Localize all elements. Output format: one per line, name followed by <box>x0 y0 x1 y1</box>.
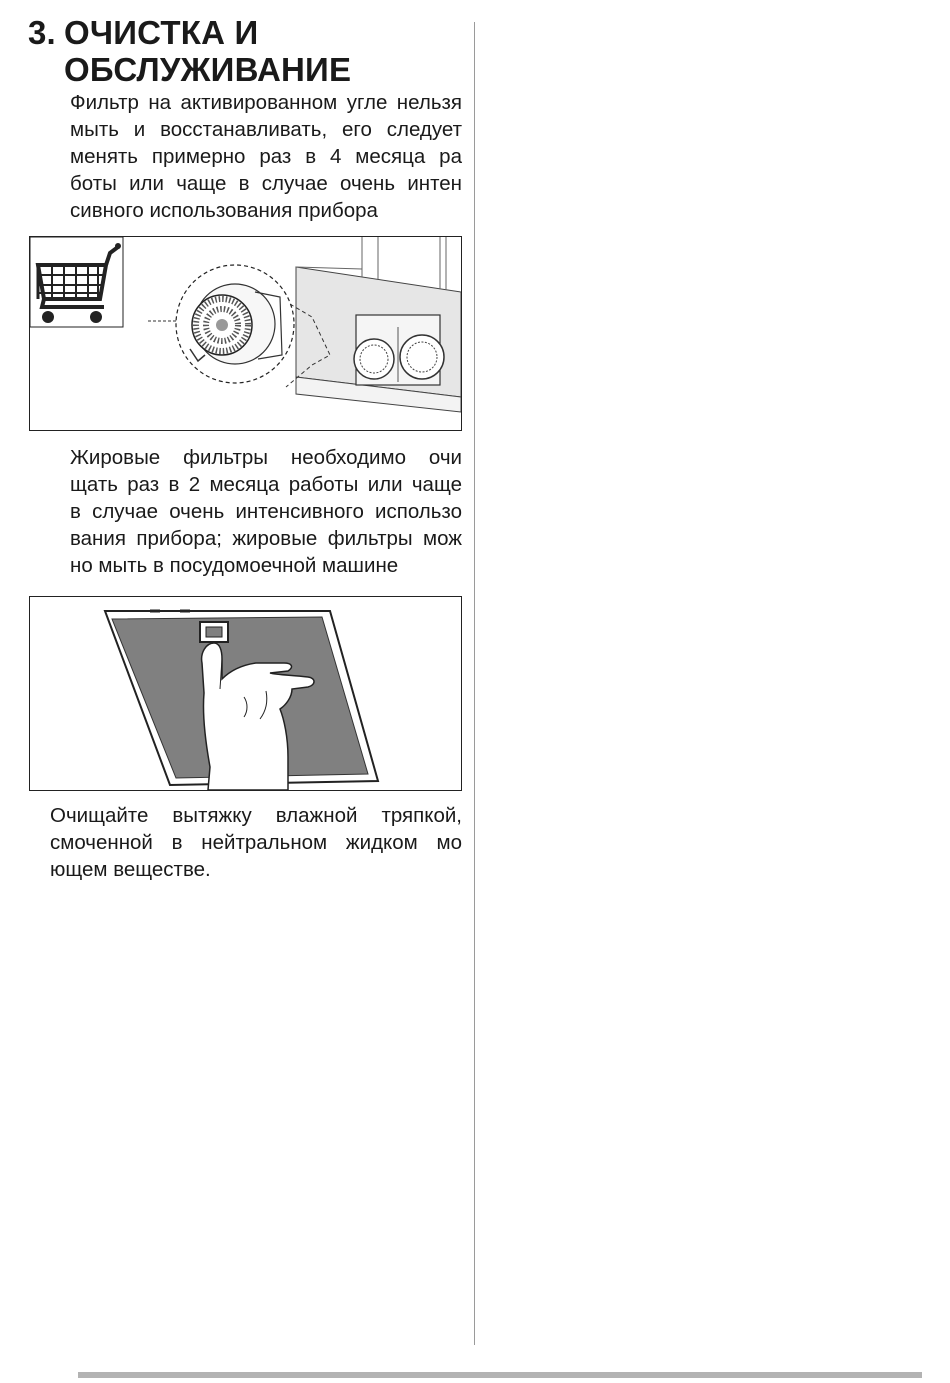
text-line: сивного использования прибора <box>70 199 378 222</box>
grease-filter-illustration <box>30 597 461 790</box>
grease-filter-figure <box>29 596 462 791</box>
text-line: боты или чаще в случае очень интен <box>70 172 462 195</box>
shopping-cart-icon <box>30 237 123 327</box>
footer-rule <box>78 1372 922 1378</box>
text-line: ющем веществе. <box>50 858 211 881</box>
text-line: но мыть в посудомоечной машине <box>70 554 399 577</box>
text-line: смоченной в нейтральном жидком мо <box>50 831 462 854</box>
text-line: Очищайте вытяжку влажной тряпкой, <box>50 804 462 827</box>
text-line: мыть и восстанавливать, его следует <box>70 118 462 141</box>
section-number: 3. <box>28 14 56 51</box>
section-heading <box>28 14 351 88</box>
text-line: Жировые фильтры необходимо очи <box>70 446 462 469</box>
text-line: Фильтр на активированном угле нельзя <box>70 91 462 114</box>
cleaning-paragraph <box>50 802 462 883</box>
carbon-filter-figure <box>29 236 462 431</box>
column-divider <box>474 22 475 1345</box>
grease-filter-paragraph <box>70 444 462 579</box>
text-line: менять примерно раз в 4 месяца ра <box>70 145 462 168</box>
text-line: щать раз в 2 месяца работы или чаще <box>70 473 462 496</box>
text-line: в случае очень интенсивного использо <box>70 500 462 523</box>
carbon-filter-paragraph <box>70 89 462 224</box>
section-title-line1: ОЧИСТКА И <box>64 14 259 51</box>
text-line: вания прибора; жировые фильтры мож <box>70 527 462 550</box>
section-title-line2: ОБСЛУЖИВАНИЕ <box>64 51 352 88</box>
carbon-filter-illustration <box>30 237 461 430</box>
